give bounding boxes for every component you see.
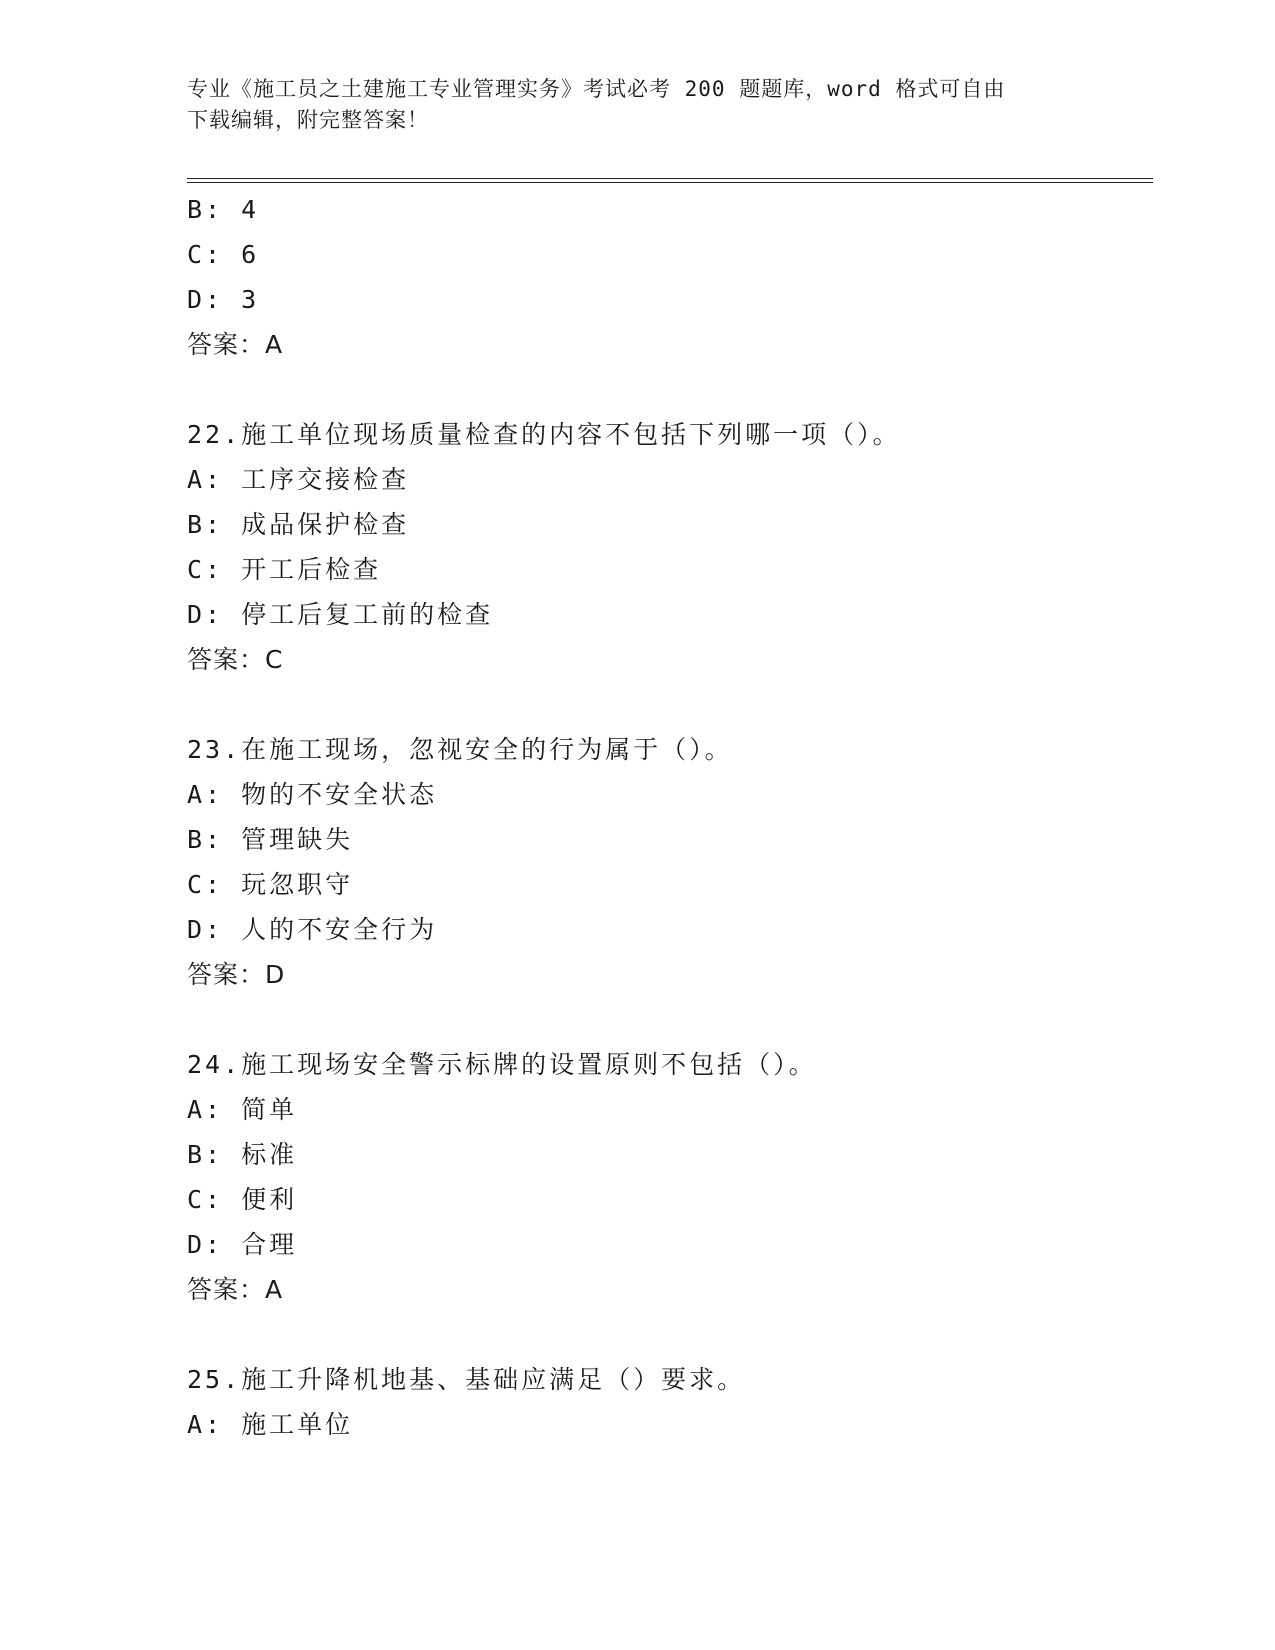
header-title-line-2: 下载编辑，附完整答案！ [187,108,429,132]
option-d: D: 人的不安全行为 [187,915,438,944]
question-stem: 24.施工现场安全警示标牌的设置原则不包括（）。 [187,1050,817,1079]
option-a: A: 施工单位 [187,1410,354,1439]
header-divider [187,178,1153,183]
option-d: D: 合理 [187,1230,298,1259]
option-b: B: 4 [187,195,260,224]
answer-line: 答案：A [187,1275,284,1304]
option-b: B: 管理缺失 [187,825,354,854]
option-d: D: 停工后复工前的检查 [187,600,494,629]
option-b: B: 成品保护检查 [187,510,410,539]
document-header [187,74,1087,136]
option-c: C: 便利 [187,1185,298,1214]
header-title-line-1: 专业《施工员之土建施工专业管理实务》考试必考 200 题题库，word 格式可自由 [187,77,1006,101]
question-stem: 23.在施工现场，忽视安全的行为属于（）。 [187,735,733,764]
question-stem: 25.施工升降机地基、基础应满足（）要求。 [187,1365,746,1394]
option-a: A: 物的不安全状态 [187,780,438,809]
option-c: C: 开工后检查 [187,555,382,584]
option-c: C: 玩忽职守 [187,870,354,899]
option-a: A: 简单 [187,1095,298,1124]
option-b: B: 标准 [187,1140,298,1169]
answer-line: 答案：D [187,960,286,989]
option-d: D: 3 [187,285,260,314]
option-a: A: 工序交接检查 [187,465,410,494]
answer-line: 答案：C [187,645,284,674]
answer-line: 答案：A [187,330,284,359]
question-stem: 22.施工单位现场质量检查的内容不包括下列哪一项（）。 [187,420,901,449]
option-c: C: 6 [187,240,260,269]
